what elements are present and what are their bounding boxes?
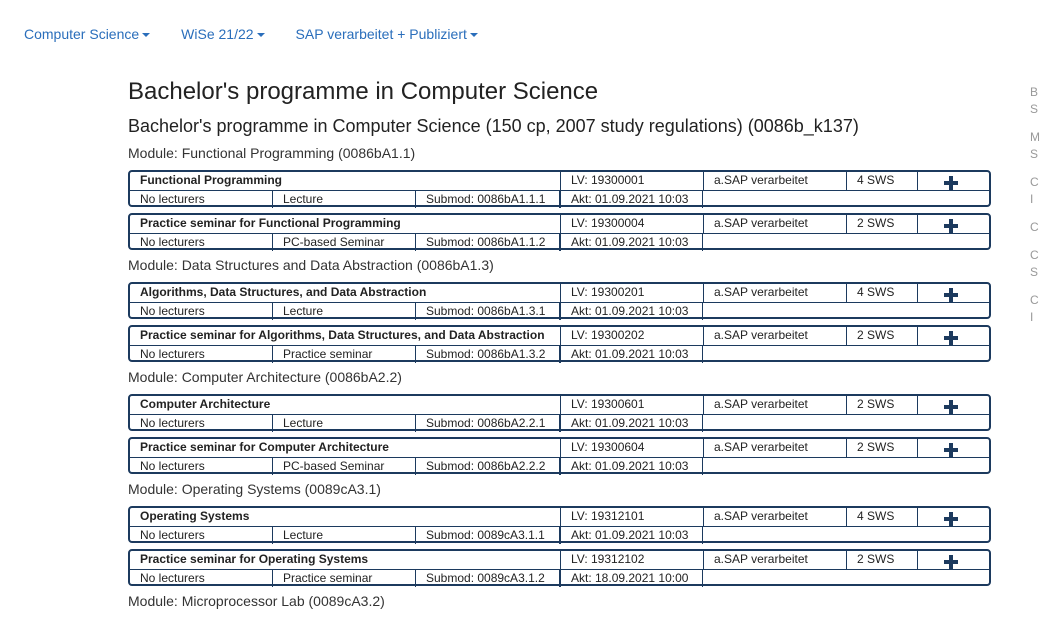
course-detail-row — [130, 302, 989, 320]
course-type: Lecture — [273, 303, 416, 320]
course-updated: Akt: 01.09.2021 10:03 — [560, 191, 703, 208]
plus-icon[interactable] — [942, 174, 960, 192]
course-detail-row — [130, 526, 989, 544]
module-list — [128, 143, 991, 611]
course-updated: Akt: 01.09.2021 10:03 — [560, 458, 703, 475]
course-sap-status: a.SAP verarbeitet — [703, 508, 846, 526]
course-sws: 4 SWS — [846, 172, 918, 190]
course-type: PC-based Seminar — [273, 458, 416, 475]
course-sap-status: a.SAP verarbeitet — [703, 215, 846, 233]
course-detail-row — [130, 457, 989, 475]
course-name[interactable]: Computer Architecture — [140, 397, 271, 411]
course-sap-status: a.SAP verarbeitet — [703, 439, 846, 457]
semester-dropdown[interactable] — [181, 26, 264, 42]
course-sap-status: a.SAP verarbeitet — [703, 284, 846, 302]
course-entry — [128, 213, 991, 250]
programme-subtitle: Bachelor's programme in Computer Science (150 cp, 2007 study regulations) (0086b_k137) — [128, 116, 859, 136]
course-sap-status: a.SAP verarbeitet — [703, 172, 846, 190]
course-entry — [128, 549, 991, 586]
course-sws: 2 SWS — [846, 215, 918, 233]
course-submodule: Submod: 0089cA3.1.2 — [416, 570, 560, 587]
course-entry — [128, 325, 991, 362]
course-sws: 2 SWS — [846, 551, 918, 569]
plus-icon[interactable] — [942, 217, 960, 235]
course-lv-number: LV: 19300604 — [560, 439, 703, 457]
course-header-row — [130, 284, 989, 302]
course-header-row — [130, 215, 989, 233]
course-name[interactable]: Algorithms, Data Structures, and Data Abstraction — [140, 285, 427, 299]
caret-down-icon — [142, 33, 150, 37]
course-name[interactable]: Practice seminar for Computer Architecture — [140, 440, 389, 454]
course-lv-number: LV: 19312102 — [560, 551, 703, 569]
course-updated: Akt: 01.09.2021 10:03 — [560, 234, 703, 251]
sidebar-fragment[interactable]: C — [1030, 220, 1039, 234]
course-sap-status: a.SAP verarbeitet — [703, 396, 846, 414]
course-lv-number: LV: 19300201 — [560, 284, 703, 302]
course-submodule: Submod: 0086bA2.2.1 — [416, 415, 560, 432]
course-lv-number: LV: 19300202 — [560, 327, 703, 345]
module-title: Module: Functional Programming (0086bA1.1) — [128, 145, 416, 161]
course-name[interactable]: Practice seminar for Functional Programming — [140, 216, 401, 230]
course-lv-number: LV: 19300601 — [560, 396, 703, 414]
course-type: Practice seminar — [273, 346, 416, 363]
course-updated: Akt: 01.09.2021 10:03 — [560, 415, 703, 432]
course-lecturers: No lecturers — [130, 570, 273, 587]
sidebar-fragment[interactable]: C I — [1030, 293, 1039, 324]
course-entry — [128, 394, 991, 431]
field-dropdown[interactable] — [24, 26, 150, 42]
course-sap-status: a.SAP verarbeitet — [703, 327, 846, 345]
sidebar-fragment[interactable]: M S — [1030, 130, 1040, 161]
course-header-row — [130, 327, 989, 345]
course-updated: Akt: 01.09.2021 10:03 — [560, 346, 703, 363]
course-header-row — [130, 439, 989, 457]
course-name[interactable]: Practice seminar for Algorithms, Data Structures, and Data Abstraction — [140, 328, 545, 342]
course-submodule: Submod: 0086bA1.1.2 — [416, 234, 560, 251]
course-type: Lecture — [273, 415, 416, 432]
plus-icon[interactable] — [942, 286, 960, 304]
course-name[interactable]: Operating Systems — [140, 509, 250, 523]
status-dropdown[interactable] — [296, 26, 478, 42]
course-name[interactable]: Functional Programming — [140, 173, 283, 187]
course-lecturers: No lecturers — [130, 527, 273, 544]
course-entry — [128, 282, 991, 319]
caret-down-icon — [257, 33, 265, 37]
course-type: Lecture — [273, 191, 416, 208]
sidebar-fragment[interactable]: C S — [1030, 248, 1039, 279]
course-detail-row — [130, 190, 989, 208]
semester-dropdown-label: WiSe 21/22 — [181, 26, 254, 42]
course-submodule: Submod: 0089cA3.1.1 — [416, 527, 560, 544]
course-sap-status: a.SAP verarbeitet — [703, 551, 846, 569]
caret-down-icon — [470, 33, 478, 37]
sidebar-fragment[interactable]: C I — [1030, 175, 1039, 206]
plus-icon[interactable] — [942, 510, 960, 528]
course-entry — [128, 506, 991, 543]
course-lecturers: No lecturers — [130, 191, 273, 208]
course-updated: Akt: 01.09.2021 10:03 — [560, 527, 703, 544]
module-title: Module: Data Structures and Data Abstraction (0086bA1.3) — [128, 257, 494, 273]
course-header-row — [130, 172, 989, 190]
course-lecturers: No lecturers — [130, 346, 273, 363]
module-title: Module: Operating Systems (0089cA3.1) — [128, 481, 381, 497]
course-type: PC-based Seminar — [273, 234, 416, 251]
plus-icon[interactable] — [942, 398, 960, 416]
course-sws: 4 SWS — [846, 508, 918, 526]
course-sws: 4 SWS — [846, 284, 918, 302]
course-header-row — [130, 508, 989, 526]
course-submodule: Submod: 0086bA1.1.1 — [416, 191, 560, 208]
course-entry — [128, 437, 991, 474]
course-lecturers: No lecturers — [130, 415, 273, 432]
course-lecturers: No lecturers — [130, 234, 273, 251]
top-nav — [24, 26, 509, 42]
plus-icon[interactable] — [942, 329, 960, 347]
course-name[interactable]: Practice seminar for Operating Systems — [140, 552, 369, 566]
course-detail-row — [130, 414, 989, 432]
course-lecturers: No lecturers — [130, 458, 273, 475]
plus-icon[interactable] — [942, 441, 960, 459]
course-sws: 2 SWS — [846, 396, 918, 414]
course-lv-number: LV: 19300001 — [560, 172, 703, 190]
course-header-row — [130, 551, 989, 569]
page-title: Bachelor's programme in Computer Science — [128, 78, 599, 105]
course-lv-number: LV: 19300004 — [560, 215, 703, 233]
course-sws: 2 SWS — [846, 439, 918, 457]
module-title: Module: Computer Architecture (0086bA2.2) — [128, 369, 402, 385]
course-lv-number: LV: 19312101 — [560, 508, 703, 526]
right-sidebar — [1030, 84, 1040, 337]
plus-icon[interactable] — [942, 553, 960, 571]
course-type: Practice seminar — [273, 570, 416, 587]
course-type: Lecture — [273, 527, 416, 544]
course-submodule: Submod: 0086bA1.3.1 — [416, 303, 560, 320]
course-submodule: Submod: 0086bA1.3.2 — [416, 346, 560, 363]
course-lecturers: No lecturers — [130, 303, 273, 320]
module-title: Module: Microprocessor Lab (0089cA3.2) — [128, 593, 385, 609]
course-submodule: Submod: 0086bA2.2.2 — [416, 458, 560, 475]
course-detail-row — [130, 233, 989, 251]
field-dropdown-label: Computer Science — [24, 26, 140, 42]
course-detail-row — [130, 345, 989, 363]
course-entry — [128, 170, 991, 207]
course-updated: Akt: 01.09.2021 10:03 — [560, 303, 703, 320]
course-sws: 2 SWS — [846, 327, 918, 345]
sidebar-fragment[interactable]: B S — [1030, 85, 1039, 116]
course-updated: Akt: 18.09.2021 10:00 — [560, 570, 703, 587]
status-dropdown-label: SAP verarbeitet + Publiziert — [295, 26, 467, 42]
main-content — [128, 78, 991, 611]
course-detail-row — [130, 569, 989, 587]
course-header-row — [130, 396, 989, 414]
